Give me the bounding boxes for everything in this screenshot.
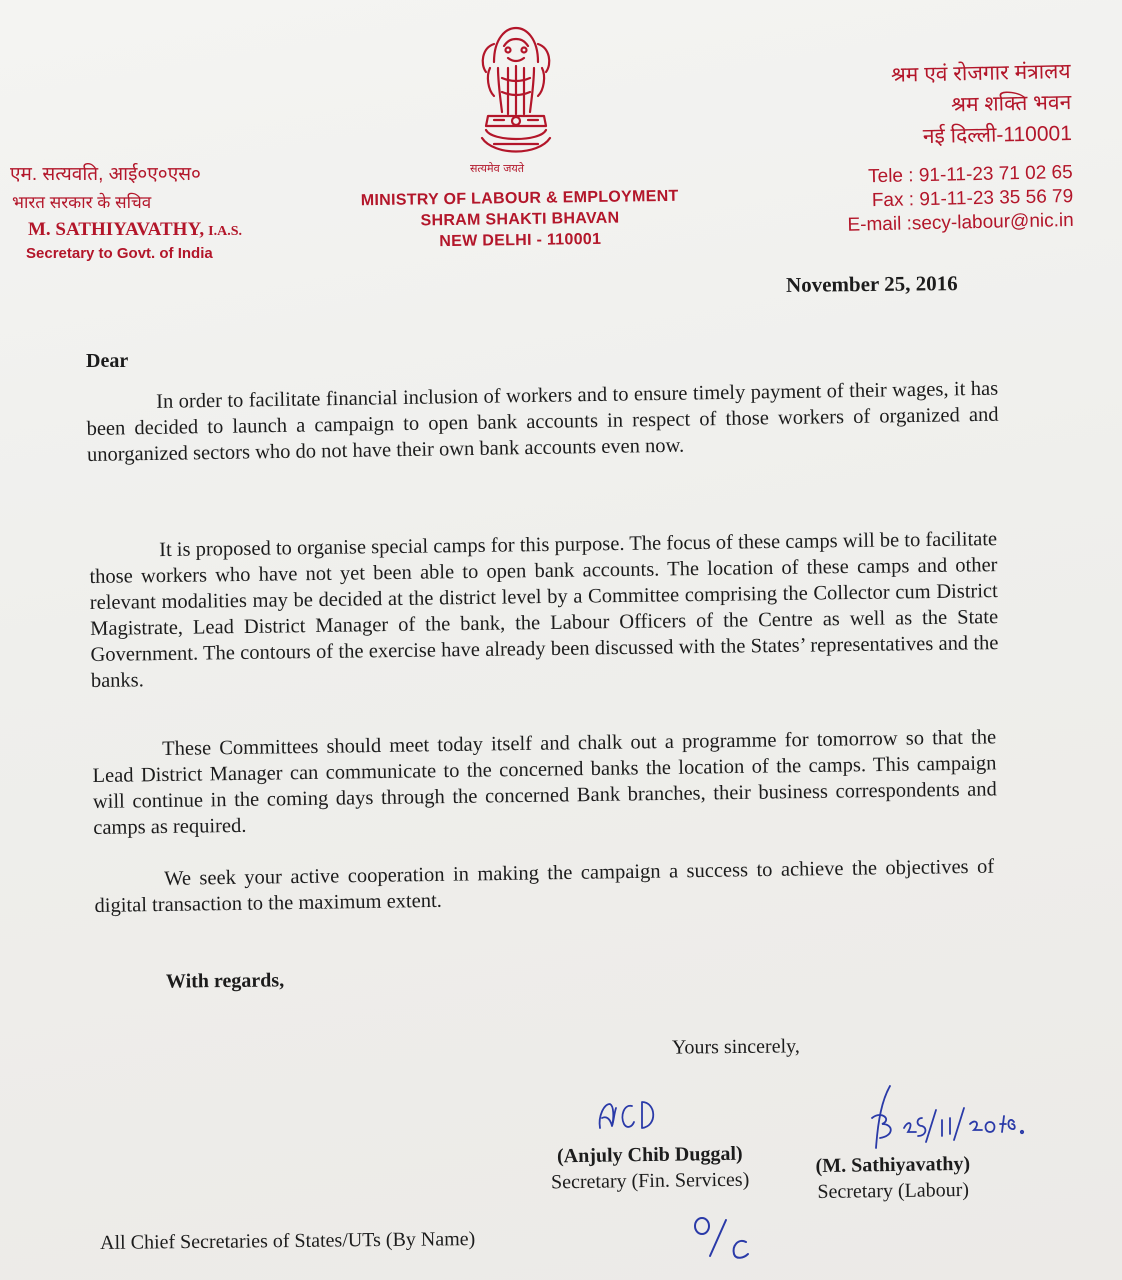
body-paragraph: These Committees should meet today itself and chalk out a programme for tomorrow so that the Lead District Manager can communicate to the concerned banks the location of the camps. This campaign will continue in the coming days through the concerned Bank branches, their business correspondents and camps as required.: [92, 726, 997, 839]
national-emblem-icon: [464, 18, 568, 168]
emblem-motto: सत्यमेव जयते: [470, 162, 525, 175]
signatory-name: (M. Sathiyavathy): [815, 1152, 971, 1178]
sender-name-hindi: एम. सत्यवति, आई०ए०एस०: [10, 164, 201, 185]
sender-block: [10, 160, 242, 262]
signatory-title: Secretary (Labour): [817, 1178, 970, 1204]
ministry-city-hindi: नई दिल्ली-110001: [922, 121, 1072, 149]
closing: Yours sincerely,: [671, 1035, 800, 1059]
fax: Fax : 91-11-23 35 56 79: [871, 185, 1074, 212]
ministry-name-hindi: श्रम एवं रोजगार मंत्रालय: [890, 59, 1071, 87]
sender-name: M. SATHIYAVATHY, I.A.S.: [28, 219, 243, 240]
handwritten-annotation: [688, 1216, 758, 1262]
sender-title-hindi: भारत सरकार के सचिव: [12, 193, 152, 212]
sender-name-suffix: I.A.S.: [208, 224, 243, 239]
ministry-building: SHRAM SHAKTI BHAVAN: [420, 209, 620, 230]
sender-title: Secretary to Govt. of India: [26, 245, 213, 262]
body-paragraph: It is proposed to organise special camps for this purpose. The focus of these camps will be to facilitate those workers who have not yet been able to open bank accounts. The location of these camps and other relevant modalities may be decided at the district level by a Committee comprising the Collector cum District Magistrate, Lead District Manager of the bank, the Labour Officers of the Centre as well as the State Government. The contours of the exercise have already been discussed with the States’ representatives and the banks.: [89, 528, 999, 692]
signatory-right: [778, 1150, 1009, 1205]
salutation: Dear: [86, 350, 129, 372]
regards: With regards,: [165, 969, 285, 993]
email: E-mail :secy-labour@nic.in: [847, 209, 1074, 236]
telephone: Tele : 91-11-23 71 02 65: [867, 161, 1073, 188]
ministry-block: [340, 185, 701, 253]
ministry-building-hindi: श्रम शक्ति भवन: [950, 90, 1072, 117]
signatory-left: [500, 1140, 801, 1196]
signatory-title: Secretary (Fin. Services): [550, 1168, 750, 1194]
signatory-name: (Anjuly Chib Duggal): [556, 1142, 743, 1168]
ministry-city: NEW DELHI - 110001: [439, 230, 602, 251]
addressee: All Chief Secretaries of States/UTs (By Name): [100, 1228, 476, 1254]
body-paragraph: In order to facilitate financial inclusion of workers and to ensure timely payment of their wages, it has been decided to launch a campaign to open bank accounts in respect of those workers of organized and unorganized sectors who do not have their own bank accounts even now.: [86, 377, 999, 466]
contact-block: [844, 56, 1074, 238]
body-paragraph: We seek your active cooperation in making the campaign a success to achieve the objectives of digital transaction to the maximum extent.: [94, 855, 995, 917]
signature-initials: [596, 1094, 668, 1138]
letter-date: November 25, 2016: [785, 271, 958, 297]
ministry-name: MINISTRY OF LABOUR & EMPLOYMENT: [360, 187, 679, 210]
